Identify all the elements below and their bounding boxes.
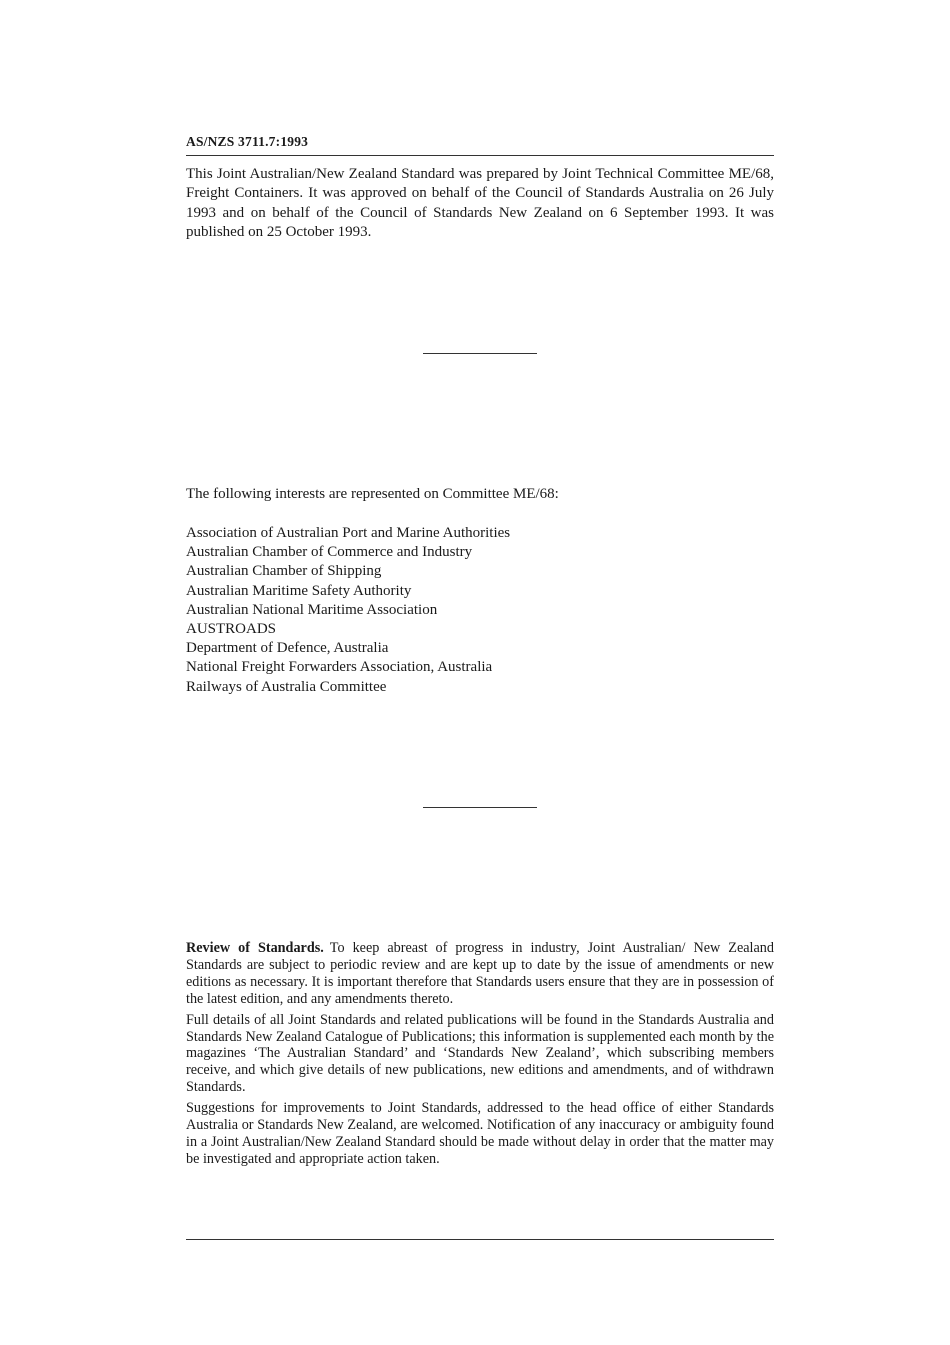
review-paragraph: Full details of all Joint Standards and related publications will be found in the Standards Australia and Standards New Zealand Catalogue of Publications; this information is supplemented each month by the magazines ‘The Australian Standard’ and ‘Standards New Zealand’, which subscribing members receive, and which give details of new publications, new editions and amendments, and of withdrawn Standards.: [186, 1011, 774, 1096]
footer-rule: [186, 1239, 774, 1240]
list-item: Department of Defence, Australia: [186, 640, 389, 657]
committee-member-list: [186, 524, 510, 697]
list-item: Railways of Australia Committee: [186, 678, 387, 695]
list-item: Australian Maritime Safety Authority: [186, 582, 412, 599]
list-item: Australian National Maritime Association: [186, 601, 438, 618]
section-divider: [423, 807, 537, 808]
header-rule: [186, 155, 774, 156]
list-item: National Freight Forwarders Association, Australia: [186, 659, 493, 676]
document-id: AS/NZS 3711.7:1993: [186, 134, 309, 149]
review-paragraph: Suggestions for improvements to Joint Standards, addressed to the head office of either Standards Australia or Standards New Zealand, are welcomed. Notification of any inaccuracy or ambiguity found in a Joint Australian/New Zealand Standard should be made without delay in order that the matter may be investigated and appropriate action taken.: [186, 1100, 774, 1167]
preparation-statement: This Joint Australian/New Zealand Standard was prepared by Joint Technical Committee ME/68, Freight Containers. It was approved on behalf of the Council of Standards Australia on 26 July 1993 and on behalf of the Council of Standards New Zealand on 6 September 1993. It was published on 25 October 1993.: [186, 166, 774, 240]
list-item: Australian Chamber of Shipping: [186, 563, 382, 580]
section-divider: [423, 353, 537, 354]
review-paragraph: [186, 940, 774, 1008]
review-heading: Review of Standards.: [186, 940, 324, 956]
list-item: Association of Australian Port and Marine Authorities: [186, 525, 511, 541]
list-item: Australian Chamber of Commerce and Industry: [186, 544, 473, 561]
review-paragraph-text: To keep abreast of progress in industry, Joint Australian/ New Zealand Standards are subject to periodic review and are kept up to date by the issue of amendments or new editions as necessary. It is important therefore that Standards users ensure that they are in possession of the latest edition, and any amendments thereto.: [186, 940, 774, 1007]
review-of-standards: [186, 940, 774, 1172]
committee-intro: The following interests are represented on Committee ME/68:: [186, 486, 559, 502]
list-item: AUSTROADS: [186, 621, 277, 638]
